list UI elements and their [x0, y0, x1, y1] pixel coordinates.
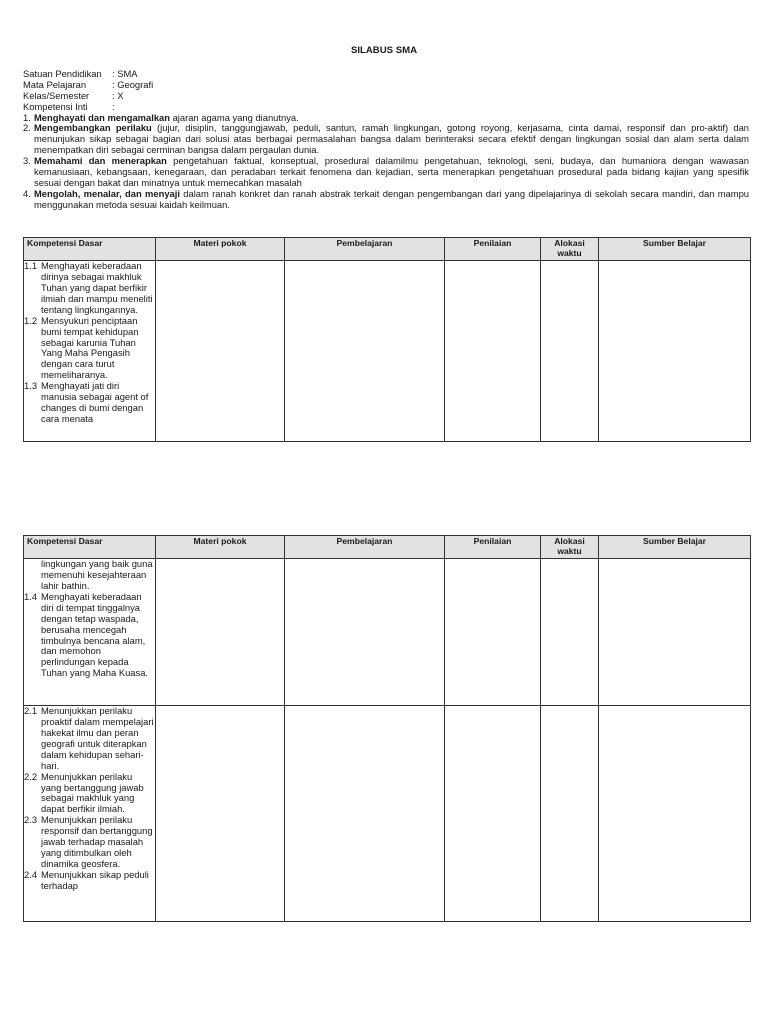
alokasi-waktu-cell — [541, 706, 599, 922]
col-header-pembelajaran: Pembelajaran — [285, 238, 445, 261]
ki-bold: Menghayati dan mengamalkan — [34, 111, 170, 123]
kd-number: 2.4 — [24, 868, 38, 880]
kompetensi-dasar-cell — [24, 706, 156, 922]
col-header-alokasi-waktu — [541, 536, 599, 559]
penilaian-cell — [445, 706, 541, 922]
col-header-penilaian: Penilaian — [445, 238, 541, 261]
penilaian-cell — [445, 559, 541, 706]
ki-number: 3. — [23, 155, 31, 167]
meta-key: Kelas/Semester — [23, 89, 90, 101]
kd-text: Menghayati keberadaan dirinya sebagai makhluk Tuhan yang dapat berfikir ilmiah dan mampu meneliti tentang lingkungannya. — [41, 260, 153, 315]
materi-pokok-cell — [156, 261, 285, 442]
ki-text — [34, 189, 749, 211]
col-header-kompetensi-dasar: Kompetensi Dasar — [24, 238, 156, 261]
meta-row-mata-pelajaran — [23, 80, 749, 91]
kd-item — [24, 706, 155, 771]
kd-item — [24, 815, 155, 870]
sumber-belajar-cell — [599, 706, 751, 922]
kompetensi-dasar-cell — [24, 261, 156, 442]
table-header-row — [24, 238, 751, 261]
col-header-kompetensi-dasar: Kompetensi Dasar — [24, 536, 156, 559]
kompetensi-inti-item — [23, 189, 749, 211]
col-header-pembelajaran: Pembelajaran — [285, 536, 445, 559]
kd-text: Menghayati keberadaan diri di tempat tinggalnya dengan tetap waspada, berusaha mencegah timbulnya bencana alam, dan memohon perlindungan kepada Tuhan yang Maha Kuasa. — [41, 590, 149, 679]
materi-pokok-cell — [156, 706, 285, 922]
alokasi-line-1: Alokasi — [554, 536, 585, 546]
ki-bold: Mengolah, menalar, dan menyaji — [34, 187, 180, 199]
meta-key: Satuan Pendidikan — [23, 68, 102, 79]
kd-number: 2.1 — [24, 705, 38, 717]
ki-text — [34, 156, 749, 189]
alokasi-line-2: waktu — [557, 545, 582, 556]
kd-item — [24, 870, 155, 892]
materi-pokok-cell — [156, 559, 285, 706]
kd-number: 2.2 — [24, 770, 38, 782]
kd-text: Menunjukkan perilaku responsif dan bertanggung jawab terhadap masalah yang ditimbulkan oleh dinamika geosfera. — [41, 814, 153, 869]
kd-number: 2.3 — [24, 814, 38, 826]
ki-body: dalam ranah konkret dan ranah abstrak terkait dengan pengembangan dari yang dipelajarinya di sekolah secara mandiri, dan mampu menggunakan metoda sesuai kaidah keilmuan. — [34, 187, 749, 210]
ki-number: 4. — [23, 187, 31, 199]
pembelajaran-cell — [285, 706, 445, 922]
meta-row-kelas-semester — [23, 91, 749, 102]
ki-bold: Mengembangkan perilaku — [34, 122, 152, 134]
ki-number: 2. — [23, 122, 31, 134]
col-header-penilaian: Penilaian — [445, 536, 541, 559]
syllabus-table — [23, 237, 751, 442]
meta-value: : SMA — [112, 68, 138, 79]
kd-text: Menghayati jati diri manusia sebagai agent of changes di bumi dengan cara menata — [41, 380, 149, 424]
meta-key: Mata Pelajaran — [23, 78, 87, 90]
identity-block — [23, 69, 749, 113]
ki-bold: Memahami dan menerapkan — [34, 155, 167, 167]
alokasi-waktu-cell — [541, 261, 599, 442]
meta-value: : X — [112, 89, 124, 101]
kd-text: Menunjukkan perilaku yang bertanggung jawab sebagai makhluk yang dapat berfikir ilmiah. — [41, 770, 144, 815]
pembelajaran-cell — [285, 559, 445, 706]
table-row — [24, 706, 751, 922]
sumber-belajar-cell — [599, 261, 751, 442]
sumber-belajar-cell — [599, 559, 751, 706]
ki-body: ajaran agama yang dianutnya. — [169, 111, 299, 123]
kd-number: 1.2 — [24, 314, 38, 326]
kd-item — [24, 381, 155, 425]
ki-body: pengetahuan faktual, konseptual, prosedural dalamilmu pengetahuan, teknologi, seni, budaya, dan humaniora dengan wawasan kemanusiaan, kebangsaan, kenegaraan, dan peradaban terkait fenomena dan kejadian, serta menerapkan pengetahuan prosedural pada bidang kajian yang spesifik sesuai dengan bakat dan minatnya untuk memecahkan masalah — [34, 155, 749, 188]
syllabus-header — [23, 69, 749, 211]
table-header-row — [24, 536, 751, 559]
kompetensi-inti-item — [23, 123, 749, 156]
col-header-alokasi-waktu — [541, 238, 599, 261]
kompetensi-inti-list — [23, 113, 749, 211]
alokasi-waktu-cell — [541, 559, 599, 706]
syllabus-table-continued — [23, 535, 751, 922]
table-row — [24, 261, 751, 442]
ki-number: 1. — [23, 111, 31, 123]
alokasi-line-1: Alokasi — [554, 238, 585, 248]
kd-item — [24, 592, 155, 679]
penilaian-cell — [445, 261, 541, 442]
kd-item — [24, 316, 155, 381]
kd-number: 1.3 — [24, 380, 38, 392]
kd-text: Mensyukuri penciptaan bumi tempat kehidupan sebagai karunia Tuhan Yang Maha Pengasih dengan cara turut memeliharanya. — [41, 314, 139, 381]
meta-key: Kompetensi Inti — [23, 100, 88, 112]
kd-item — [24, 772, 155, 816]
kompetensi-inti-item — [23, 156, 749, 189]
col-header-materi-pokok: Materi pokok — [156, 238, 285, 261]
meta-value: : — [112, 100, 115, 112]
kd-number: 1.4 — [24, 590, 38, 602]
kd-continuation-text: lingkungan yang baik guna memenuhi kesejahteraan lahir bathin. — [41, 558, 153, 591]
col-header-sumber-belajar: Sumber Belajar — [599, 238, 751, 261]
ki-body: (jujur, disiplin, tanggungjawab, peduli, santun, ramah lingkungan, gotong royong, kerjasama, cinta damai, responsif dan pro-aktif) dan menunjukan sikap sebagai bagian dari solusi atas berbagai permasalahan bangsa dalam berinteraksi secara efektif dengan lingkungan sosial dan alam serta dalam menempatkan diri sebagai cerminan bangsa dalam pergaulan dunia. — [34, 122, 749, 156]
meta-value: : Geografi — [112, 78, 154, 90]
col-header-materi-pokok: Materi pokok — [156, 536, 285, 559]
table-row — [24, 559, 751, 706]
alokasi-line-2: waktu — [557, 247, 582, 258]
pembelajaran-cell — [285, 261, 445, 442]
kd-item — [24, 261, 155, 316]
kd-text: Menunjukkan perilaku proaktif dalam mempelajari hakekat ilmu dan peran geografi untuk diterapkan dalam kehidupan sehari-hari. — [41, 705, 154, 771]
ki-text — [34, 123, 749, 156]
col-header-sumber-belajar: Sumber Belajar — [599, 536, 751, 559]
kompetensi-dasar-cell — [24, 559, 156, 706]
kd-number: 1.1 — [24, 260, 38, 272]
document-title: SILABUS SMA — [350, 45, 418, 56]
kd-text: Menunjukkan sikap peduli terhadap — [41, 868, 149, 891]
